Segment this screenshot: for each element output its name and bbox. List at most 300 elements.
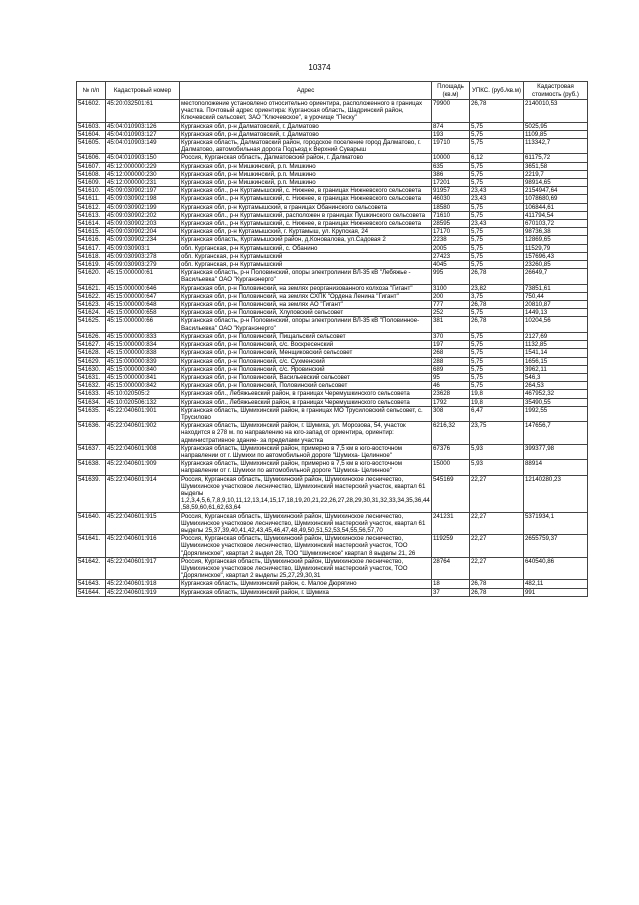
table-row (77, 309, 588, 317)
cell-cadastral-value: 1992,55 (524, 406, 588, 421)
cell-cadastral-number: 45:09:030902:202 (106, 211, 180, 219)
cell-cadastral-number: 45:15:000000:838 (106, 349, 180, 357)
cell-cadastral-value: 98914,65 (524, 179, 588, 187)
cell-address: Курганская обл, р-н Куртамышский, г. Куртамыш, ул. Крупская, 24 (180, 228, 432, 236)
cell-cadastral-value: 1109,85 (524, 130, 588, 138)
cell-upks: 23,75 (470, 422, 524, 445)
cell-cadastral-value: 1541,14 (524, 349, 588, 357)
cell-cadastral-value: 5025,95 (524, 122, 588, 130)
cell-upks: 26,78 (470, 580, 524, 588)
cell-row-number: 541621. (77, 284, 106, 292)
table-row (77, 211, 588, 219)
cell-row-number: 541644. (77, 588, 106, 596)
cell-row-number: 541630. (77, 365, 106, 373)
cell-address: Курганская область, Шумихинский район, в границах МО Трусиловский сельсовет, с. Трусилово (180, 406, 432, 421)
cell-row-number: 541635. (77, 406, 106, 421)
cell-area: 17170 (432, 228, 470, 236)
table-row (77, 460, 588, 475)
cell-cadastral-value: 98736,38 (524, 228, 588, 236)
cell-upks: 5,75 (470, 382, 524, 390)
cell-upks: 5,75 (470, 236, 524, 244)
header-upks: УПКС. (руб./кв.м) (470, 82, 524, 100)
cell-area: 995 (432, 269, 470, 284)
cell-row-number: 541602. (77, 100, 106, 123)
cell-address: Курганская обл, р-н Половинский, с/с. Воскресенский (180, 341, 432, 349)
cell-address: Курганская область, Шумихинский район, с. Малое Дюрягино (180, 580, 432, 588)
cell-address: Курганская область, Шумихинский район, примерно в 7,5 км в юго-восточном направлении от г. Шумихи по автомобильной дороге "Шумиха- Целинное" (180, 444, 432, 459)
cell-upks: 5,93 (470, 460, 524, 475)
cell-cadastral-number: 45:22:040601:909 (106, 460, 180, 475)
cell-cadastral-value: 2655759,37 (524, 535, 588, 558)
cell-upks: 26,78 (470, 100, 524, 123)
cell-cadastral-number: 45:15:000000:648 (106, 301, 180, 309)
cell-row-number: 541613. (77, 211, 106, 219)
cell-upks: 23,43 (470, 187, 524, 195)
cell-area: 370 (432, 332, 470, 340)
cell-cadastral-value: 1132,85 (524, 341, 588, 349)
cell-cadastral-number: 45:15:000000:839 (106, 357, 180, 365)
table-row (77, 557, 588, 580)
table-row (77, 195, 588, 203)
cell-area: 95 (432, 373, 470, 381)
cell-cadastral-number: 45:22:040601:919 (106, 588, 180, 596)
cell-row-number: 541623. (77, 301, 106, 309)
table-row (77, 301, 588, 309)
cell-address: Россия, Курганская область, Далматовский район, г. Далматово (180, 154, 432, 162)
cell-upks: 6,47 (470, 406, 524, 421)
cell-upks: 5,75 (470, 139, 524, 154)
cell-upks: 5,75 (470, 252, 524, 260)
table-row (77, 580, 588, 588)
cell-row-number: 541619. (77, 261, 106, 269)
cell-cadastral-value: 991 (524, 588, 588, 596)
cell-row-number: 541620. (77, 269, 106, 284)
cell-upks: 6,12 (470, 154, 524, 162)
cell-area: 545169 (432, 475, 470, 512)
cell-row-number: 541636. (77, 422, 106, 445)
cell-area: 197 (432, 341, 470, 349)
cell-upks: 26,78 (470, 588, 524, 596)
cell-address: Курганская обл., р-н Куртамышский, с. Нижнее, в границах Нижневского сельсовета (180, 220, 432, 228)
cell-address: Курганская обл., Лебяжьевский район, в границах Черемушкинского сельсовета (180, 390, 432, 398)
page-number: 10374 (308, 63, 331, 72)
cell-row-number: 541632. (77, 382, 106, 390)
cell-row-number: 541629. (77, 357, 106, 365)
cell-cadastral-value: 264,53 (524, 382, 588, 390)
cell-cadastral-value: 411794,54 (524, 211, 588, 219)
cell-cadastral-value: 10204,56 (524, 317, 588, 332)
cell-row-number: 541624. (77, 309, 106, 317)
cell-area: 268 (432, 349, 470, 357)
table-row (77, 365, 588, 373)
cell-row-number: 541637. (77, 444, 106, 459)
table-row (77, 187, 588, 195)
cell-row-number: 541609. (77, 179, 106, 187)
cell-cadastral-number: 45:09:030902:199 (106, 203, 180, 211)
cell-area: 252 (432, 309, 470, 317)
cell-cadastral-number: 45:09:030902:197 (106, 187, 180, 195)
cell-area: 10000 (432, 154, 470, 162)
table-row (77, 512, 588, 535)
cell-row-number: 541639. (77, 475, 106, 512)
table-row (77, 284, 588, 292)
cell-upks: 5,75 (470, 332, 524, 340)
cell-cadastral-value: 2127,69 (524, 332, 588, 340)
cell-address: Курганская обл., р-н Куртамышский, с. Нижнее, в границах Нижневского сельсовета (180, 187, 432, 195)
cell-area: 241231 (432, 512, 470, 535)
cell-row-number: 541634. (77, 398, 106, 406)
cell-cadastral-number: 45:04:010903:150 (106, 154, 180, 162)
cell-address: Курганская обл, р-н Половинский, с/с. Яровинский (180, 365, 432, 373)
cell-address: Курганская обл, р-н Мишкинский, р.п. Мишкино (180, 170, 432, 178)
cell-upks: 5,75 (470, 261, 524, 269)
cell-area: 27423 (432, 252, 470, 260)
cell-cadastral-value: 399377,98 (524, 444, 588, 459)
table-row (77, 203, 588, 211)
cell-upks: 5,75 (470, 130, 524, 138)
table-row (77, 122, 588, 130)
cell-row-number: 541604. (77, 130, 106, 138)
table-row (77, 130, 588, 138)
cell-upks: 26,78 (470, 269, 524, 284)
cell-upks: 19,8 (470, 398, 524, 406)
cell-address: Курганская область, Шумихинский район, г. Шумиха (180, 588, 432, 596)
cell-address: Курганская область, р-н Половинский, опоры электролинии ВЛ-35 кВ "Половинное-Васильевка" ОАО "Курганэнерго" (180, 317, 432, 332)
cell-address: Россия, Курганская область, Шумихинский район, Шумихинское лесничество, Шумихинское участковое лесничество, Шумихинский мастерский участок, квартал 61 выделы 1,2,3,4,5,6,7,8,9,10,11,12,13,14,15,17,18,19,20,21,22,26,27,28,29,30,31,32,33,34,35,36,44,58,59,60,61,62,63,64 (181, 475, 430, 512)
cell-cadastral-number: 45:15:000000:647 (106, 292, 180, 300)
cell-row-number: 541641. (77, 535, 106, 558)
cell-cadastral-value: 11529,79 (524, 244, 588, 252)
cell-upks: 22,27 (470, 475, 524, 512)
cell-address: Курганская обл., р-н Куртамышский, с. Нижнее, в границах Нижневского сельсовета (180, 195, 432, 203)
cell-row-number: 541628. (77, 349, 106, 357)
cell-address: Курганская обл, р-н Далматовский, г. Далматово (180, 122, 432, 130)
cell-cadastral-number: 45:09:030902:204 (106, 228, 180, 236)
cell-area: 874 (432, 122, 470, 130)
cell-address: Курганская область, Далматовский район, городское поселение город Далматово, г. Далматово, автомобильная дорога Подъезд к Верхний Суварыш (180, 139, 432, 154)
cell-address: Россия, Курганская область, Шумихинский район, Шумихинское лесничество, Шумихинское участковое лесничество, Шумихинский мастерский участок, ТОО "Дорялинское", квартал 2 выдел 28, ТОО "Шумихинское" квартал 8 выделы 21, 26 (180, 535, 432, 558)
cell-cadastral-value: 3962,11 (524, 365, 588, 373)
cell-address: Россия, Курганская область, Шумихинский район, Шумихинское лесничество, Шумихинское участковое лесничество, Шумихинский мастерский участок, квартал 61 выделы 25,37,39,40,41,42,43,45,46,47,48,49,50,51,52,53,54,55,56,57,70 (180, 512, 432, 535)
cell-cadastral-number: 45:20:032501:61 (106, 100, 180, 123)
cell-row-number: 541612. (77, 203, 106, 211)
cell-area: 46030 (432, 195, 470, 203)
cell-address: местоположение установлено относительно ориентира, расположенного в границах участка. Почтовый адрес ориентира: Курганская область, Шадринский район, Ключевский сельсовет, ЗАО "Ключевское", в урочище "Песку" (180, 100, 432, 123)
cell-address: Курганская обл., р-н Куртамышский, расположен в границах Пушкинского сельсовета (180, 211, 432, 219)
cell-upks: 22,27 (470, 512, 524, 535)
table-row (77, 588, 588, 596)
cell-area: 308 (432, 406, 470, 421)
cell-area: 91957 (432, 187, 470, 195)
cell-address: Курганская область, р-н Половинский, опоры электролинии ВЛ-35 кВ "Лебяжье - Васильевка" ОАО "Курганэнерго" (180, 269, 432, 284)
cell-cadastral-number: 45:15:000000:841 (106, 373, 180, 381)
cell-cadastral-value: 113342,7 (524, 139, 588, 154)
table-row (77, 162, 588, 170)
cell-cadastral-number: 45:22:040601:918 (106, 580, 180, 588)
cadastral-table (76, 81, 588, 597)
cell-cadastral-number: 45:15:000000:842 (106, 382, 180, 390)
cell-area: 777 (432, 301, 470, 309)
cell-address: Курганская обл, р-н Мишкинский, р.п. Мишкино (180, 162, 432, 170)
table-row (77, 390, 588, 398)
cell-address: Курганская обл, р-н Половинский, Половинский сельсовет (180, 382, 432, 390)
cell-cadastral-value: 2154947,64 (524, 187, 588, 195)
table-row (77, 422, 588, 445)
cell-area: 200 (432, 292, 470, 300)
cell-address: обл. Курганская, р-н Куртамышский, с. Обанино (180, 244, 432, 252)
table-row (77, 398, 588, 406)
cell-upks: 5,75 (470, 357, 524, 365)
cell-area: 6216,32 (432, 422, 470, 445)
cell-cadastral-number: 45:15:000000:840 (106, 365, 180, 373)
cell-cadastral-number: 45:12:000000:231 (106, 179, 180, 187)
cell-cadastral-number: 45:15:000000:834 (106, 341, 180, 349)
cell-address: Курганская обл, р-н Половинский, с/с. Сухменский (180, 357, 432, 365)
table-row (77, 269, 588, 284)
table-row (77, 332, 588, 340)
cell-cadastral-number: 45:22:040601:901 (106, 406, 180, 421)
cell-cadastral-value: 750,44 (524, 292, 588, 300)
cell-cadastral-value: 1449,13 (524, 309, 588, 317)
table-row (77, 406, 588, 421)
cell-area: 689 (432, 365, 470, 373)
cell-row-number: 541642. (77, 557, 106, 580)
cell-address: Курганская обл, р-н Куртамышский, в границах Обанинского сельсовета (180, 203, 432, 211)
cell-area: 23628 (432, 390, 470, 398)
cell-cadastral-value: 20810,87 (524, 301, 588, 309)
cell-cadastral-value: 26649,7 (524, 269, 588, 284)
cell-cadastral-number: 45:22:040601:914 (106, 475, 180, 512)
cell-cadastral-number: 45:22:040601:902 (106, 422, 180, 445)
cell-area: 288 (432, 357, 470, 365)
cell-upks: 5,93 (470, 444, 524, 459)
cell-area: 3100 (432, 284, 470, 292)
cell-row-number: 541622. (77, 292, 106, 300)
cell-address: Курганская область, Шумихинский район, примерно в 7,5 км в юго-восточном направлении от г. Шумихи по автомобильной дороге "Шумиха- Целинное" (180, 460, 432, 475)
cell-area: 28595 (432, 220, 470, 228)
cell-area: 18 (432, 580, 470, 588)
cell-cadastral-value: 61175,72 (524, 154, 588, 162)
cell-cadastral-value: 5371934,1 (524, 512, 588, 535)
cell-upks: 22,27 (470, 535, 524, 558)
cell-area: 1792 (432, 398, 470, 406)
cell-address: Курганская обл, р-н Половинский, Васильевский сельсовет (180, 373, 432, 381)
header-address: Адрес (180, 82, 432, 100)
cell-cadastral-number: 45:22:040601:916 (106, 535, 180, 558)
cell-cadastral-number: 45:12:000000:229 (106, 162, 180, 170)
cell-address: Россия, Курганская область, Шумихинский район, Шумихинское лесничество, Шумихинское участковое лесничество, Шумихинский мастерский участок, ТОО "Дорялинское", квартал 2 выделы 25,27,29,30,31 (180, 557, 432, 580)
cell-upks: 23,43 (470, 220, 524, 228)
cell-cadastral-number: 45:15:000000:658 (106, 309, 180, 317)
cell-cadastral-number: 45:09:030902:234 (106, 236, 180, 244)
cell-cadastral-value: 35490,55 (524, 398, 588, 406)
cell-upks: 5,75 (470, 373, 524, 381)
cell-cadastral-value: 546,3 (524, 373, 588, 381)
cell-row-number: 541607. (77, 162, 106, 170)
cell-upks: 19,8 (470, 390, 524, 398)
cell-area: 2238 (432, 236, 470, 244)
cell-address: обл. Курганская, р-н Куртамышский (180, 261, 432, 269)
cell-cadastral-number: 45:15:000000:833 (106, 332, 180, 340)
table-row (77, 228, 588, 236)
cell-upks: 5,75 (470, 179, 524, 187)
cell-area: 193 (432, 130, 470, 138)
cell-cadastral-number: 45:04:010903:126 (106, 122, 180, 130)
cell-area: 18580 (432, 203, 470, 211)
cell-area: 119259 (432, 535, 470, 558)
cell-upks: 23,43 (470, 195, 524, 203)
cell-area: 635 (432, 162, 470, 170)
cell-area: 37 (432, 588, 470, 596)
cell-area: 79900 (432, 100, 470, 123)
cell-upks: 22,27 (470, 557, 524, 580)
cell-cadastral-number: 45:10:020505:2 (106, 390, 180, 398)
cell-upks: 3,75 (470, 292, 524, 300)
table-row (77, 317, 588, 332)
cell-cadastral-number: 45:09:030903:1 (106, 244, 180, 252)
cell-row-number: 541638. (77, 460, 106, 475)
header-number: № п/п (77, 82, 106, 100)
cell-area: 15000 (432, 460, 470, 475)
table-row (77, 475, 588, 512)
cell-cadastral-number: 45:09:030903:279 (106, 261, 180, 269)
cell-row-number: 541606. (77, 154, 106, 162)
cell-address: Курганская обл, р-н Половинский, Хлуповский сельсовет (180, 309, 432, 317)
table-row (77, 535, 588, 558)
cell-address: Курганская область, Шумихинский район, г. Шумиха, ул. Морозова, 54, участок находится в 278 м. по направлению на юго-запад от ориентира, ориентир: административное здание- за пределами участка (180, 422, 432, 445)
cell-cadastral-number: 45:10:020506:132 (106, 398, 180, 406)
cell-cadastral-number: 45:04:010903:149 (106, 139, 180, 154)
cell-upks: 26,78 (470, 301, 524, 309)
cell-cadastral-value: 2219,7 (524, 170, 588, 178)
cell-cadastral-value: 2140010,53 (524, 100, 588, 123)
cell-cadastral-value: 1078680,69 (524, 195, 588, 203)
cell-cadastral-value: 3651,58 (524, 162, 588, 170)
cell-cadastral-value: 88914 (524, 460, 588, 475)
table-row (77, 100, 588, 123)
cell-area: 17201 (432, 179, 470, 187)
cell-upks: 5,75 (470, 228, 524, 236)
table-row (77, 252, 588, 260)
cell-row-number: 541611. (77, 195, 106, 203)
cell-cadastral-number: 45:09:030903:278 (106, 252, 180, 260)
cell-cadastral-number: 45:15:000000:66 (106, 317, 180, 332)
cell-cadastral-number: 45:12:000000:230 (106, 170, 180, 178)
header-cadastral-number: Кадастровый номер (106, 82, 180, 100)
cell-area: 381 (432, 317, 470, 332)
cell-area: 67376 (432, 444, 470, 459)
cell-cadastral-number: 45:22:040601:917 (106, 557, 180, 580)
table-row (77, 179, 588, 187)
cell-upks: 5,75 (470, 203, 524, 211)
cell-cadastral-value: 12869,65 (524, 236, 588, 244)
cell-cadastral-value: 1656,15 (524, 357, 588, 365)
cell-row-number: 541625. (77, 317, 106, 332)
header-area: Площадь (кв.м) (432, 82, 470, 100)
cell-row-number: 541626. (77, 332, 106, 340)
cell-upks: 5,75 (470, 349, 524, 357)
table-row (77, 292, 588, 300)
cell-cadastral-value: 73851,61 (524, 284, 588, 292)
cell-cadastral-value: 106844,61 (524, 203, 588, 211)
cell-cadastral-value: 640540,86 (524, 557, 588, 580)
cell-address: Курганская обл, р-н Половинский, на землях реорганизованного колхоза "Гигант" (180, 284, 432, 292)
cell-address: обл. Курганская, р-н Куртамышский (180, 252, 432, 260)
cell-cadastral-value: 467952,32 (524, 390, 588, 398)
table-row (77, 139, 588, 154)
cell-upks: 23,82 (470, 284, 524, 292)
cell-row-number: 541631. (77, 373, 106, 381)
cell-area: 28764 (432, 557, 470, 580)
cell-upks: 5,75 (470, 211, 524, 219)
cell-address: Курганская обл, р-н Половинский, Пищальский сельсовет (180, 332, 432, 340)
cell-cadastral-number: 45:15:000000:646 (106, 284, 180, 292)
cell-upks: 5,75 (470, 162, 524, 170)
cell-cadastral-number: 45:04:010903:127 (106, 130, 180, 138)
cell-area: 4045 (432, 261, 470, 269)
table-row (77, 444, 588, 459)
cell-row-number: 541615. (77, 228, 106, 236)
cell-cadastral-number: 45:15:000000:61 (106, 269, 180, 284)
table-row (77, 357, 588, 365)
cell-cadastral-value: 12140280,23 (524, 475, 588, 512)
cell-cadastral-number: 45:22:040601:908 (106, 444, 180, 459)
cell-cadastral-value: 482,11 (524, 580, 588, 588)
cell-address: Курганская обл, р-н Половинский, Менщиковский сельсовет (180, 349, 432, 357)
cell-row-number: 541618. (77, 252, 106, 260)
cell-cadastral-number: 45:09:030902:198 (106, 195, 180, 203)
table-row (77, 373, 588, 381)
header-cadastral-value: Кадастровая стоимость (руб.) (524, 82, 588, 100)
cell-row-number: 541640. (77, 512, 106, 535)
cell-cadastral-number: 45:09:030902:203 (106, 220, 180, 228)
cell-upks: 5,75 (470, 122, 524, 130)
cell-cadastral-value: 23260,85 (524, 261, 588, 269)
table-row (77, 341, 588, 349)
cell-row-number: 541608. (77, 170, 106, 178)
cell-cadastral-value: 157696,43 (524, 252, 588, 260)
cell-area: 19710 (432, 139, 470, 154)
cell-address: Курганская обл, р-н Половинский, на землях СХПК "Ордена Ленина "Гигант" (180, 292, 432, 300)
table-row (77, 349, 588, 357)
table-row (77, 382, 588, 390)
cell-area: 46 (432, 382, 470, 390)
table-row (77, 220, 588, 228)
cell-row-number: 541605. (77, 139, 106, 154)
cell-upks: 5,75 (470, 365, 524, 373)
cell-address: Курганская обл, р-н Далматовский, г. Далматово (180, 130, 432, 138)
cell-row-number: 541617. (77, 244, 106, 252)
table-row (77, 154, 588, 162)
cell-cadastral-number: 45:22:040601:915 (106, 512, 180, 535)
table-row (77, 261, 588, 269)
cell-row-number: 541603. (77, 122, 106, 130)
table-row (77, 236, 588, 244)
cell-cadastral-value: 670103,72 (524, 220, 588, 228)
table-row (77, 170, 588, 178)
cell-upks: 26,78 (470, 317, 524, 332)
cell-row-number: 541614. (77, 220, 106, 228)
cell-upks: 5,75 (470, 309, 524, 317)
cell-cadastral-value: 147656,7 (524, 422, 588, 445)
table-row (77, 244, 588, 252)
cell-address: Курганская область, Куртамышский район, д.Коновалова, ул.Садовая 2 (180, 236, 432, 244)
cell-address: Курганская обл., Лебяжьевский район, в границах Черемушкинского сельсовета (180, 398, 432, 406)
cell-row-number: 541627. (77, 341, 106, 349)
cell-address: Курганская обл, р-н Половинский, на землях АО "Гигант" (180, 301, 432, 309)
cell-row-number: 541633. (77, 390, 106, 398)
cell-row-number: 541616. (77, 236, 106, 244)
